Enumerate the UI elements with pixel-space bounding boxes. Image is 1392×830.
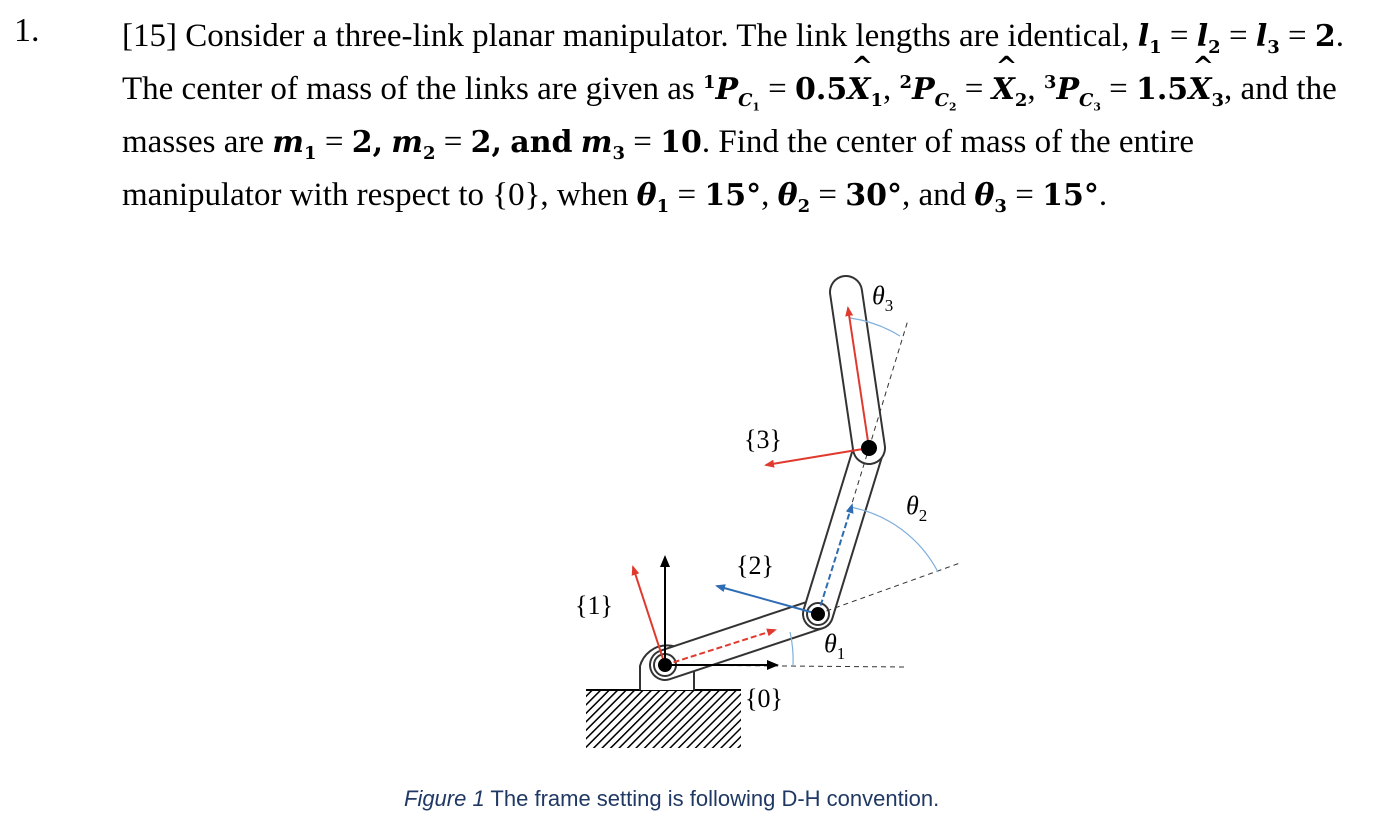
joint-1	[658, 658, 672, 672]
frame2-y-axis	[717, 586, 818, 614]
frame2-label: {2}	[736, 551, 774, 580]
question-text: [15] Consider a three-link planar manipulator. The link lengths are identical, $l_1 = l_2 = l_3 = 2$. The center of mass of the links are given as $^1P_{C_1}$ = 0.5^ $X_1$, $^2P_{C_2}$ = ^ $X_2$, $^3P_{C_3}$ = 1.5^ $X_3$, and the masses are $m_1 = 2$, $m_2 = 2$, and $m_3 = 10$. Find the center of mass of the entire manipulator with respect to {0}, when $\theta_1 = 15^\circ$, $\theta_2 = 30^\circ$, and $\theta_3 = 15^\circ$.	[122, 10, 1358, 222]
link-1	[654, 614, 818, 676]
caption-text: The frame setting is following D-H convention.	[484, 786, 940, 811]
theta2-label: $\theta_2$	[906, 491, 928, 525]
question-intro: Consider a three-link planar manipulator. The link lengths are identical,	[185, 18, 1130, 54]
link-length: 2	[1314, 19, 1336, 54]
frame1-y-axis	[633, 567, 665, 665]
theta1-label: $\theta_1$	[824, 629, 846, 663]
frame0-label: {0}	[745, 684, 783, 713]
theta3-label: $\theta_3$	[872, 281, 894, 315]
ground-hatch	[586, 690, 741, 748]
frame1-label: {1}	[575, 591, 613, 620]
figure-caption	[404, 786, 939, 812]
joint-2	[811, 607, 825, 621]
caption-label: Figure 1	[404, 786, 485, 811]
frame3-label: {3}	[744, 425, 782, 454]
link-2	[807, 448, 869, 625]
question-points: [15]	[122, 18, 177, 54]
joint-3	[861, 440, 877, 456]
question-number: 1.	[14, 12, 40, 49]
